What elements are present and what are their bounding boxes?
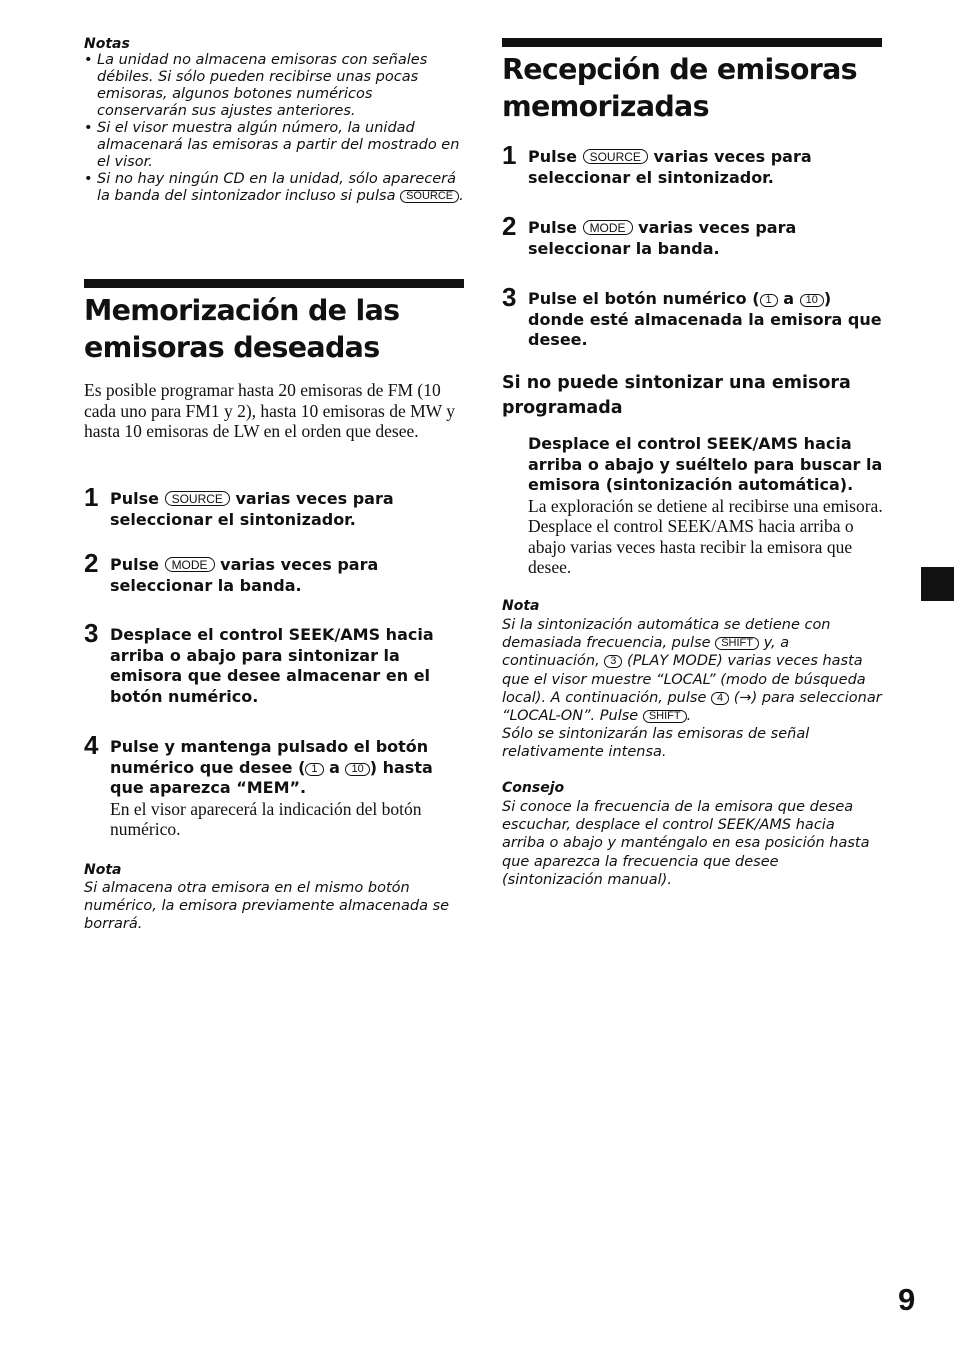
step-number: 2 bbox=[502, 211, 517, 241]
tip-title: Consejo bbox=[502, 780, 565, 796]
notes-list bbox=[84, 52, 464, 205]
section-rule bbox=[502, 38, 882, 47]
note-item: • La unidad no almacena emisoras con señales débiles. Si sólo pueden recibirse unas pocas emisoras, algunos botones numéricos conservarán sus ajustes anteriores. bbox=[84, 52, 464, 120]
number-key-10: 10 bbox=[800, 294, 824, 307]
step-4: 4 Pulse y mantenga pulsado el botón numérico que desee ( 1 a 10 ) hasta que aparezca “MEM”. En el visor aparecerá la indicación del botón numérico. bbox=[84, 737, 464, 840]
number-key-4: 4 bbox=[711, 692, 729, 705]
mode-key: MODE bbox=[583, 220, 633, 235]
section-rule bbox=[84, 279, 464, 288]
section-title-recepcion: Recepción de emisoras memorizadas bbox=[502, 53, 857, 123]
number-key-1: 1 bbox=[305, 763, 323, 776]
tip-text: Si conoce la frecuencia de la emisora que desea escuchar, desplace el control SEEK/AMS hacia arriba o abajo y manténgalo en esa posición hasta que aparezca la frecuencia que desee (sintonización manual). bbox=[502, 799, 870, 888]
shift-key: SHIFT bbox=[643, 710, 687, 723]
mode-key: MODE bbox=[165, 557, 215, 572]
source-key: SOURCE bbox=[583, 149, 648, 164]
step-number: 4 bbox=[84, 730, 99, 760]
note-text: Si almacena otra emisora en el mismo botón numérico, la emisora previamente almacenada se borrará. bbox=[84, 880, 450, 933]
arrow-right-icon: → bbox=[739, 689, 752, 706]
step-number: 3 bbox=[502, 282, 517, 312]
note-title: Nota bbox=[84, 862, 122, 878]
subheading: Si no puede sintonizar una emisora programada bbox=[502, 373, 851, 418]
source-key: SOURCE bbox=[400, 190, 459, 203]
number-key-10: 10 bbox=[345, 763, 369, 776]
seek-instruction: Desplace el control SEEK/AMS hacia arriba o abajo y suéltelo para buscar la emisora (sintonización automática). La exploración se detiene al recibirse una emisora. Desplace el control SEEK/AMS hacia arriba o abajo varias veces hasta recibir la emisora que desee. bbox=[528, 434, 883, 577]
intro-paragraph: Es posible programar hasta 20 emisoras de FM (10 cada uno para FM1 y 2), hasta 10 emisoras de MW y hasta 10 emisoras de LW en el orden que desee. bbox=[84, 380, 455, 441]
step-1: 1 Pulse SOURCE varias veces para seleccionar el sintonizador. bbox=[502, 140, 812, 187]
step-2: 2 Pulse MODE varias veces para seleccionar la banda. bbox=[84, 548, 379, 595]
shift-key: SHIFT bbox=[715, 637, 759, 650]
step-1: 1 Pulse SOURCE varias veces para seleccionar el sintonizador. bbox=[84, 482, 394, 529]
step-number: 1 bbox=[502, 140, 517, 170]
step-4-detail: En el visor aparecerá la indicación del botón numérico. bbox=[110, 798, 422, 839]
note-title: Nota bbox=[502, 598, 540, 614]
number-key-1: 1 bbox=[760, 294, 778, 307]
page-number: 9 bbox=[898, 1282, 916, 1317]
step-number: 2 bbox=[84, 548, 99, 578]
step-number: 1 bbox=[84, 482, 99, 512]
step-number: 3 bbox=[84, 618, 99, 648]
note-text: Si la sintonización automática se detiene con demasiada frecuencia, pulse SHIFT y, a continuación, 3 (PLAY MODE) varias veces hasta que el visor muestre “LOCAL” (modo de búsqueda local). A continuación, pulse 4 (→) para seleccionar “LOCAL-ON”. Pulse SHIFT . Sólo se sintonizarán las emisoras de señal relativamente intensa. bbox=[502, 617, 882, 761]
note-item: • Si el visor muestra algún número, la unidad almacenará las emisoras a partir del mostrado en el visor. bbox=[84, 120, 464, 171]
step-3: 3 Pulse el botón numérico ( 1 a 10 ) donde esté almacenada la emisora que desee. bbox=[502, 282, 882, 349]
number-key-3: 3 bbox=[604, 655, 622, 668]
note-item: • Si no hay ningún CD en la unidad, sólo aparecerá la banda del sintonizador incluso si pulsa SOURCE . bbox=[84, 171, 464, 205]
section-tab-marker bbox=[921, 567, 954, 601]
step-2: 2 Pulse MODE varias veces para seleccionar la banda. bbox=[502, 211, 797, 258]
source-key: SOURCE bbox=[165, 491, 230, 506]
step-3: 3 Desplace el control SEEK/AMS hacia arriba o abajo para sintonizar la emisora que desee almacenar en el botón numérico. bbox=[84, 618, 434, 706]
section-title-memorizacion: Memorización de las emisoras deseadas bbox=[84, 294, 400, 364]
notes-title: Notas bbox=[84, 36, 130, 52]
